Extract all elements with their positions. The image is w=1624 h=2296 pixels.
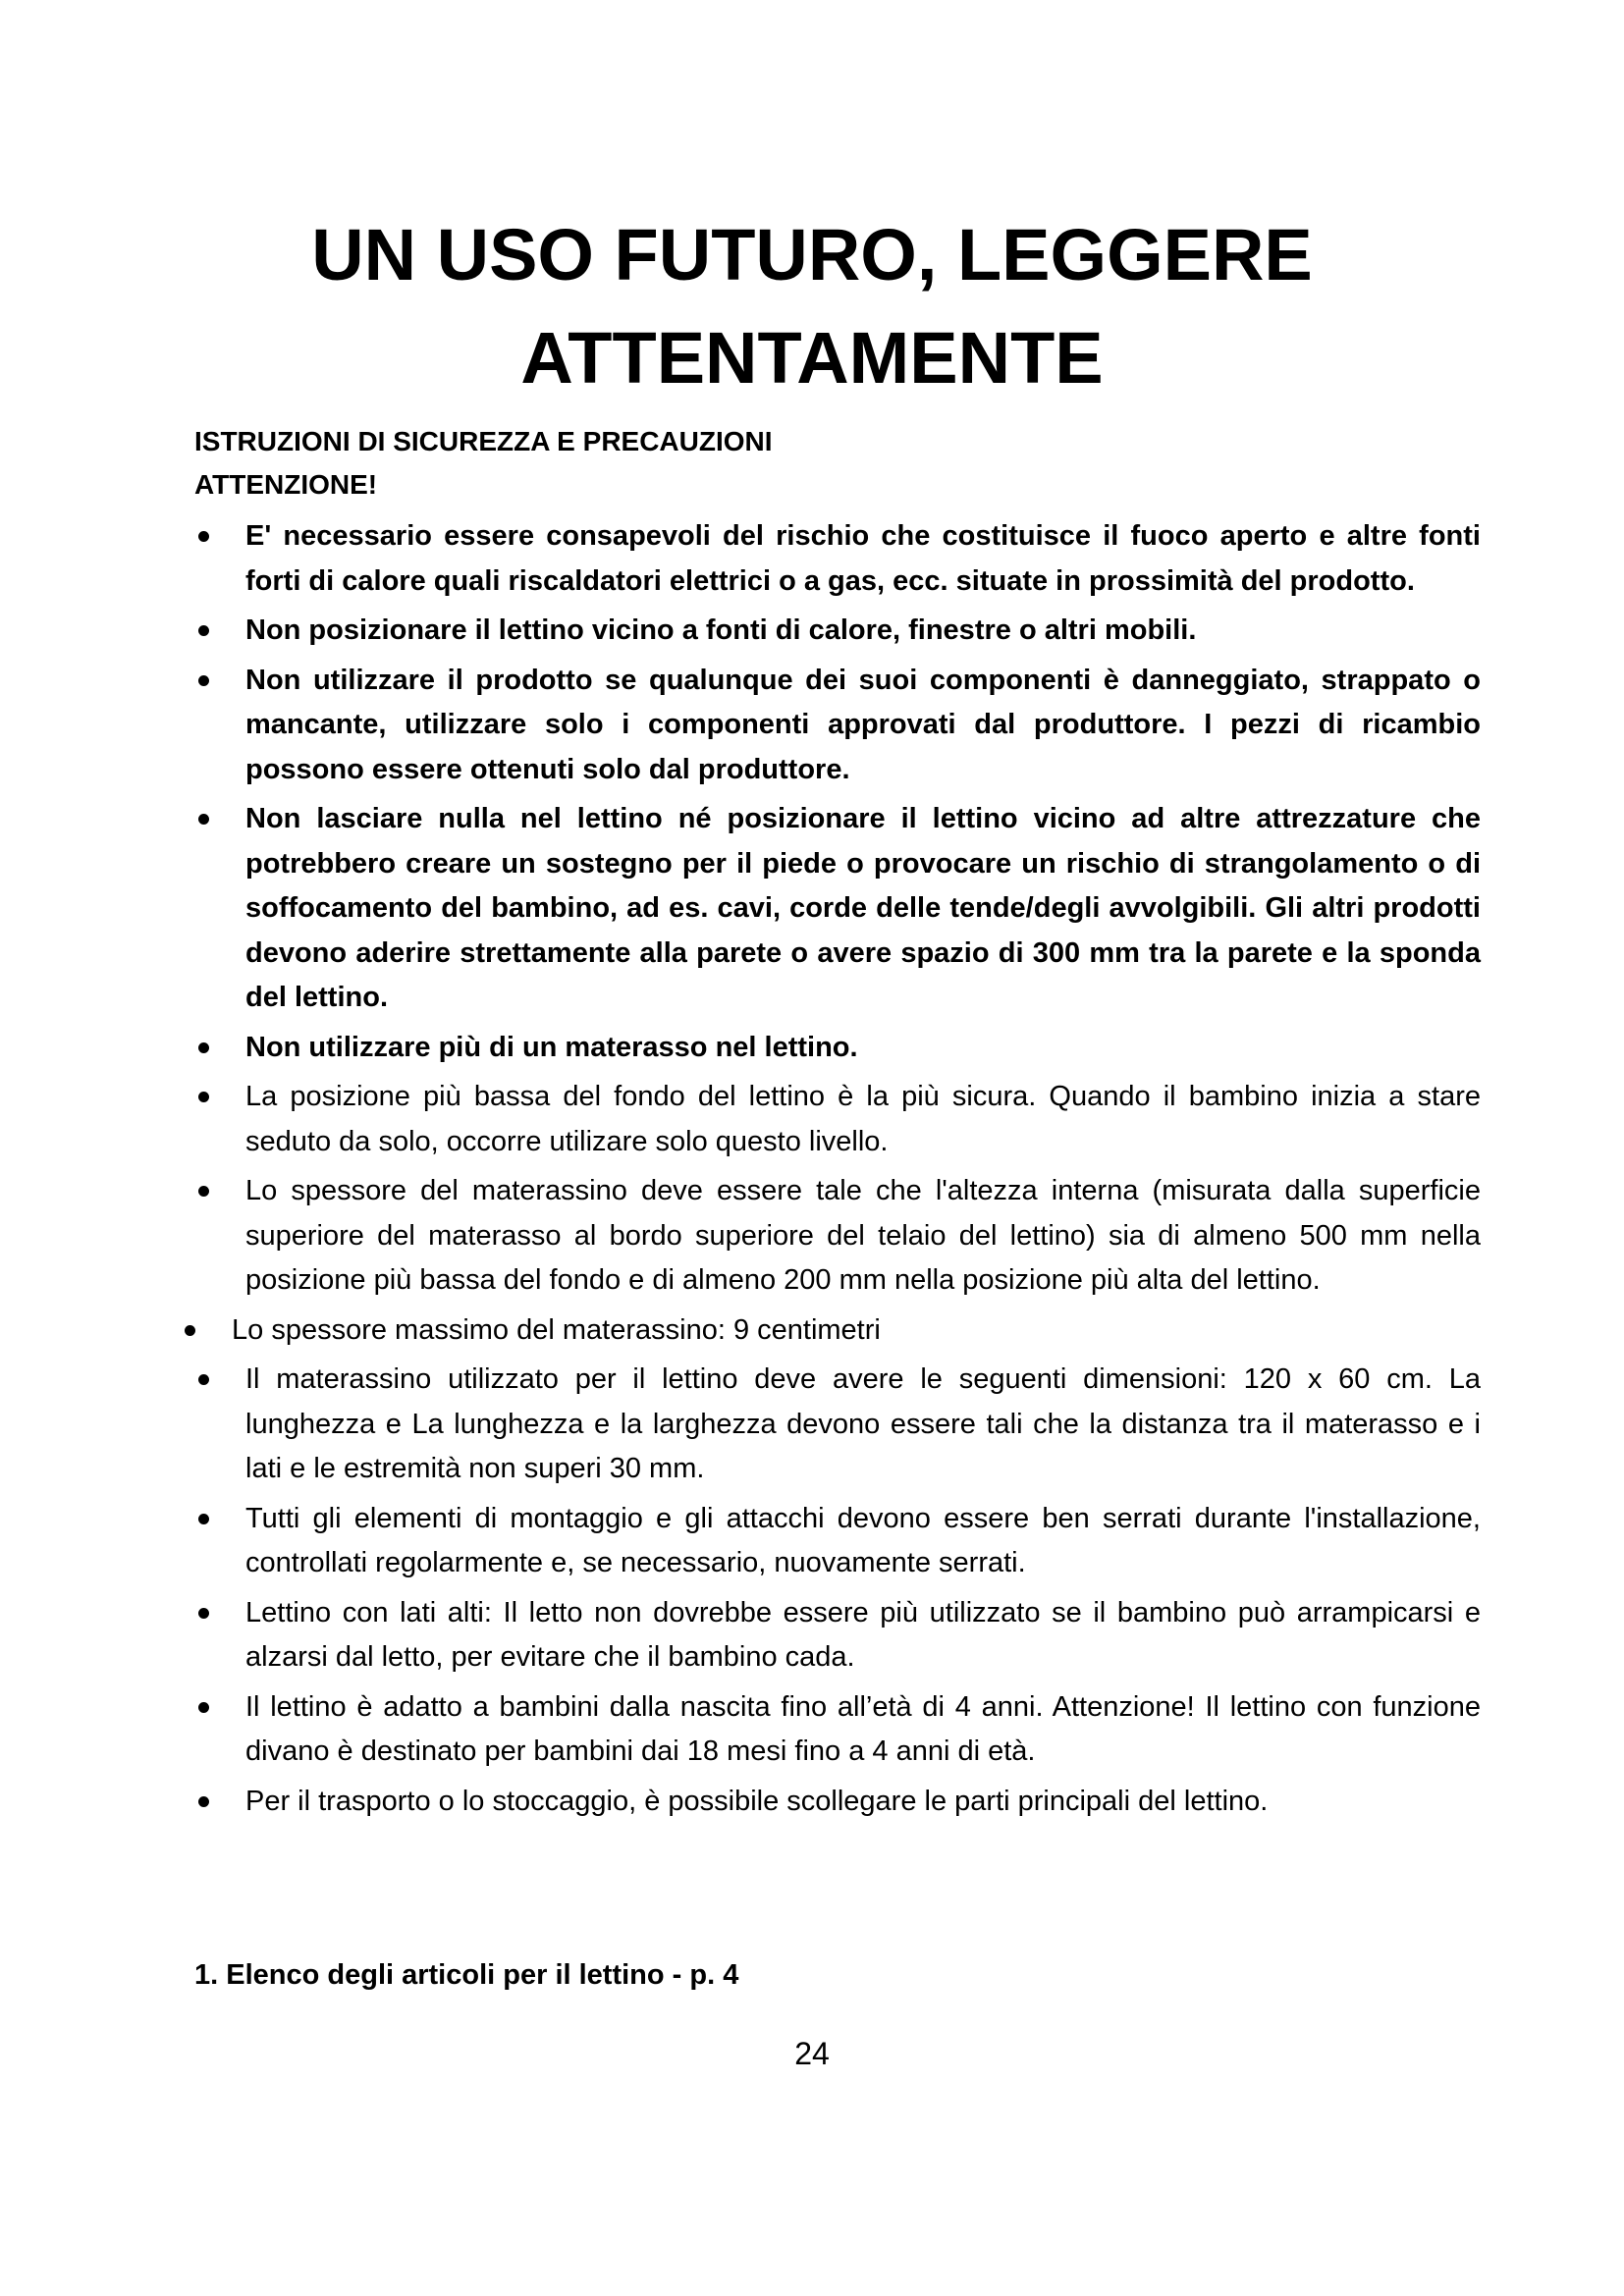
bullet-icon — [198, 1796, 209, 1807]
bullet-icon — [198, 675, 209, 686]
list-item-text: Il materassino utilizzato per il lettino deve avere le seguenti dimensioni: 120 x 60 cm. La lunghezza e La lunghezza e la larghezza devono essere tali che la distanza tra il materasso e i lati e le estremità non superi 30 mm. — [245, 1363, 1481, 1484]
bullet-icon — [198, 531, 209, 542]
bullet-icon — [198, 1092, 209, 1102]
bullet-icon — [185, 1325, 195, 1336]
bullet-icon — [198, 1514, 209, 1524]
warning-heading: ATTENZIONE! — [194, 469, 378, 500]
page-number: 24 — [794, 2036, 830, 2071]
list-item — [194, 1780, 1481, 1825]
list-item — [194, 1026, 1481, 1071]
list-item-text: Tutti gli elementi di montaggio e gli attacchi devono essere ben serrati durante l'installazione, controllati regolarmente e, se necessario, nuovamente serrati. — [245, 1502, 1481, 1578]
list-item-text: Il lettino è adatto a bambini dalla nascita fino all’età di 4 anni. Attenzione! Il lettino con funzione divano è destinato per bambini dai 18 mesi fino a 4 anni di età. — [245, 1690, 1481, 1767]
list-item-text: Non utilizzare il prodotto se qualunque dei suoi componenti è danneggiato, strappato o mancante, utilizzare solo i componenti approvati dal produttore. I pezzi di ricambio possono essere ottenuti solo dal produttore. — [245, 664, 1481, 785]
page-title-line-1: UN USO FUTURO, LEGGERE — [311, 214, 1313, 295]
list-item — [194, 1685, 1481, 1775]
list-item-text: Lo spessore massimo del materassino: 9 centimetri — [232, 1313, 881, 1346]
list-item-text: E' necessario essere consapevoli del rischio che costituisce il fuoco aperto e altre fonti forti di calore quali riscaldatori elettrici o a gas, ecc. situate in prossimità del prodotto. — [245, 520, 1481, 597]
list-item — [194, 1169, 1481, 1304]
section-heading: 1. Elenco degli articoli per il lettino - p. 4 — [194, 1959, 739, 1991]
bullet-icon — [198, 1186, 209, 1197]
bullet-icon — [198, 1374, 209, 1385]
list-item-text: Non utilizzare più di un materasso nel lettino. — [245, 1031, 858, 1063]
bullet-icon — [198, 814, 209, 825]
list-item-text: Non posizionare il lettino vicino a fonti di calore, finestre o altri mobili. — [245, 614, 1197, 646]
list-item — [194, 797, 1481, 1021]
list-item — [194, 1075, 1481, 1164]
safety-instructions-list — [194, 514, 1481, 1829]
list-item-text: Non lasciare nulla nel lettino né posizionare il lettino vicino ad altre attrezzature che potrebbero creare un sostegno per il piede o provocare un rischio di strangolamento o di soffocamento del bambino, ad es. cavi, corde delle tende/degli avvolgibili. Gli altri prodotti devono aderire strettamente alla parete o avere spazio di 300 mm tra la parete e la sponda del lettino. — [245, 803, 1481, 1013]
list-item-text: La posizione più bassa del fondo del lettino è la più sicura. Quando il bambino inizia a stare seduto da solo, occorre utilizare solo questo livello. — [245, 1081, 1481, 1157]
list-item-text: Lo spessore del materassino deve essere tale che l'altezza interna (misurata dalla superficie superiore del materasso al bordo superiore del telaio del lettino) sia di almeno 500 mm nella posizione più bassa del fondo e di almeno 200 mm nella posizione più alta del lettino. — [245, 1175, 1481, 1296]
list-item-text: Per il trasporto o lo stoccaggio, è possibile scollegare le parti principali del lettino. — [245, 1785, 1269, 1817]
list-item — [194, 1497, 1481, 1586]
list-item — [194, 1308, 1481, 1354]
safety-heading: ISTRUZIONI DI SICUREZZA E PRECAUZIONI — [194, 426, 773, 456]
list-item-text: Lettino con lati alti: Il letto non dovrebbe essere più utilizzato se il bambino può arrampicarsi e alzarsi dal letto, per evitare che il bambino cada. — [245, 1596, 1481, 1673]
list-item — [194, 514, 1481, 604]
list-item — [194, 609, 1481, 654]
list-item — [194, 1591, 1481, 1681]
list-item — [194, 659, 1481, 793]
bullet-icon — [198, 1702, 209, 1713]
bullet-icon — [198, 1042, 209, 1053]
page-title-line-2: ATTENTAMENTE — [520, 317, 1104, 399]
bullet-icon — [198, 625, 209, 636]
bullet-icon — [198, 1608, 209, 1619]
list-item — [194, 1358, 1481, 1492]
